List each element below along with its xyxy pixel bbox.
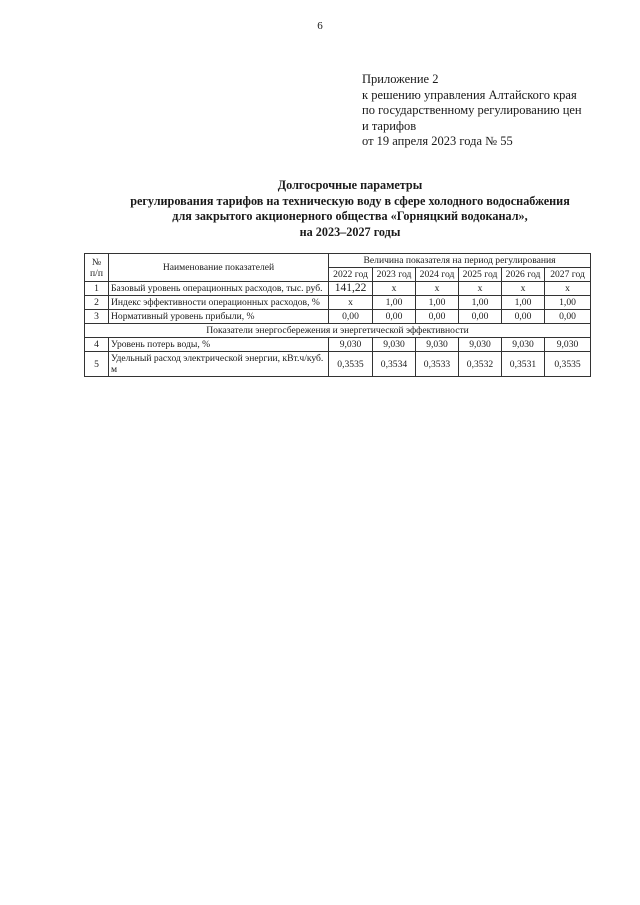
- table-header-row: [85, 254, 591, 268]
- row-number: 4: [85, 338, 109, 352]
- appendix-block: [362, 72, 622, 150]
- table-row: [85, 338, 591, 352]
- row-name: Индекс эффективности операционных расходов, %: [109, 296, 329, 310]
- row-value: 0,3535: [329, 352, 373, 377]
- header-year: 2027 год: [545, 268, 591, 282]
- appendix-line: и тарифов: [362, 118, 417, 133]
- header-year: 2022 год: [329, 268, 373, 282]
- row-value: 9,030: [545, 338, 591, 352]
- row-value: 0,00: [416, 310, 459, 324]
- row-name: Базовый уровень операционных расходов, тыс. руб.: [109, 282, 329, 296]
- row-value: 9,030: [459, 338, 502, 352]
- row-value: 0,3531: [502, 352, 545, 377]
- header-number: № п/п: [85, 254, 109, 282]
- row-number: 5: [85, 352, 109, 377]
- row-value: 0,00: [329, 310, 373, 324]
- appendix-line: от 19 апреля 2023 года № 55: [362, 134, 513, 148]
- table-section-row: [85, 324, 591, 338]
- row-number: 3: [85, 310, 109, 324]
- row-number: 1: [85, 282, 109, 296]
- page-number: 6: [317, 20, 323, 32]
- row-value: х: [502, 282, 545, 296]
- header-year: 2026 год: [502, 268, 545, 282]
- table-row: [85, 296, 591, 310]
- row-value: 1,00: [545, 296, 591, 310]
- title-line: Долгосрочные параметры: [277, 178, 423, 192]
- row-value: 0,00: [502, 310, 545, 324]
- row-value: 1,00: [502, 296, 545, 310]
- row-value: 0,00: [373, 310, 416, 324]
- row-value: х: [329, 296, 373, 310]
- title-line: на 2023–2027 годы: [299, 224, 401, 239]
- header-name: Наименование показателей: [109, 254, 329, 282]
- title-line: для закрытого акционерного общества «Горняцкий водоканал»,: [172, 209, 528, 223]
- header-year: 2023 год: [373, 268, 416, 282]
- appendix-line: Приложение 2: [362, 72, 439, 86]
- row-value: х: [373, 282, 416, 296]
- row-value: 0,3532: [459, 352, 502, 377]
- row-value: 0,3533: [416, 352, 459, 377]
- row-value: 0,3535: [545, 352, 591, 377]
- header-period: Величина показателя на период регулирования: [329, 254, 591, 268]
- row-value: 1,00: [459, 296, 502, 310]
- table-row: [85, 282, 591, 296]
- row-value: 9,030: [329, 338, 373, 352]
- row-value: 0,3534: [373, 352, 416, 377]
- row-value: х: [545, 282, 591, 296]
- document-title: [60, 178, 640, 240]
- row-value: 141,22: [329, 282, 373, 296]
- row-number: 2: [85, 296, 109, 310]
- appendix-line: по государственному регулированию цен: [362, 103, 582, 117]
- row-name: Уровень потерь воды, %: [109, 338, 329, 352]
- header-year: 2025 год: [459, 268, 502, 282]
- row-value: 9,030: [502, 338, 545, 352]
- row-value: 9,030: [416, 338, 459, 352]
- header-year: 2024 год: [416, 268, 459, 282]
- row-name: Удельный расход электрической энергии, кВт.ч/куб. м: [109, 352, 329, 377]
- row-value: х: [459, 282, 502, 296]
- row-value: 0,00: [545, 310, 591, 324]
- row-value: 1,00: [416, 296, 459, 310]
- table-row: [85, 352, 591, 377]
- table-row: [85, 310, 591, 324]
- parameters-table: [84, 253, 591, 377]
- row-value: 9,030: [373, 338, 416, 352]
- appendix-line: к решению управления Алтайского края: [362, 87, 577, 102]
- title-line: регулирования тарифов на техническую воду в сфере холодного водоснабжения: [130, 193, 570, 208]
- row-name: Нормативный уровень прибыли, %: [109, 310, 329, 324]
- row-value: х: [416, 282, 459, 296]
- row-value: 0,00: [459, 310, 502, 324]
- section-energy: Показатели энергосбережения и энергетической эффективности: [85, 324, 591, 338]
- row-value: 1,00: [373, 296, 416, 310]
